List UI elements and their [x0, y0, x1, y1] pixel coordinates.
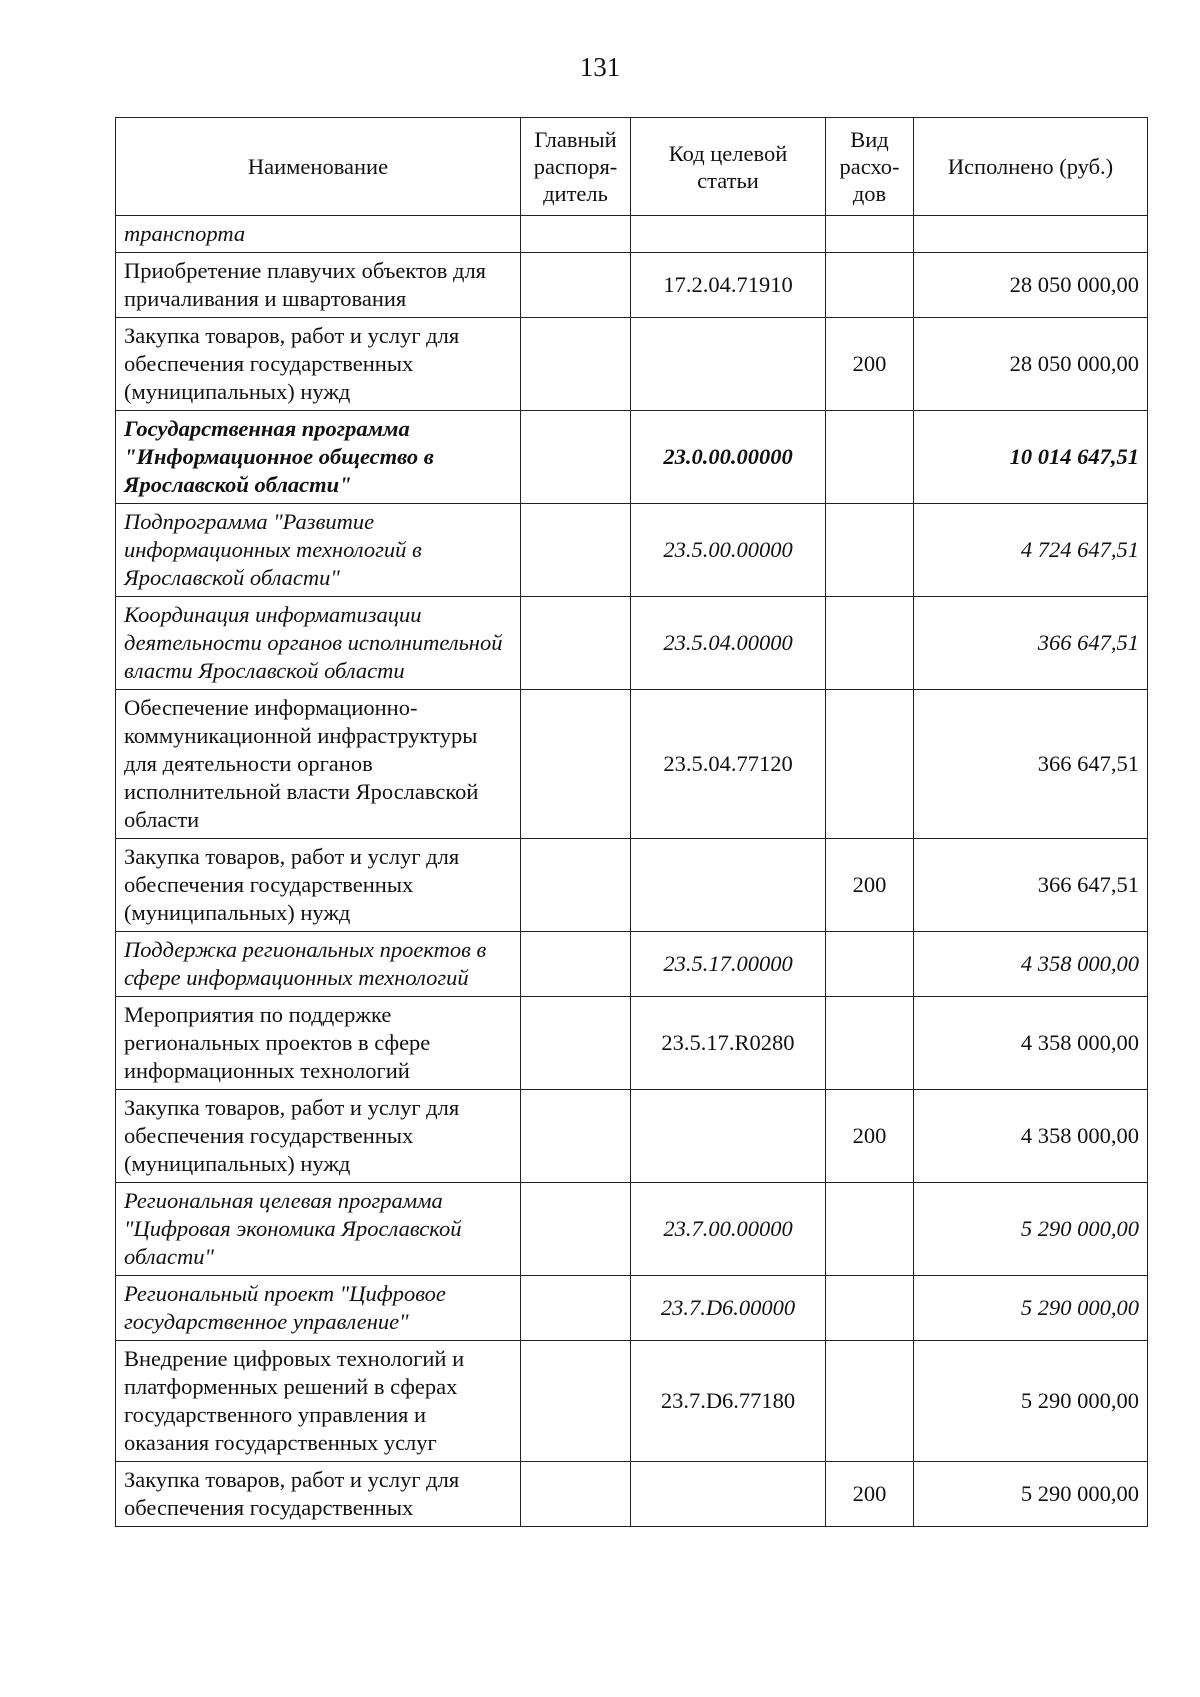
- table-body: [116, 216, 1148, 1527]
- cell-executed-amount: 5 290 000,00: [914, 1341, 1148, 1462]
- table-row: [116, 1090, 1148, 1183]
- cell-target-code: [631, 839, 826, 932]
- cell-target-code: 17.2.04.71910: [631, 253, 826, 318]
- cell-executed-amount: 366 647,51: [914, 690, 1148, 839]
- cell-target-code: [631, 1462, 826, 1527]
- cell-executed-amount: 4 358 000,00: [914, 932, 1148, 997]
- cell-expense-type: [826, 1341, 914, 1462]
- table-row: [116, 597, 1148, 690]
- table-row: [116, 839, 1148, 932]
- table-row: [116, 932, 1148, 997]
- cell-executed-amount: 28 050 000,00: [914, 253, 1148, 318]
- cell-name: Региональная целевая программа "Цифровая экономика Ярославской области": [116, 1183, 521, 1276]
- table-row: [116, 253, 1148, 318]
- table-row: [116, 997, 1148, 1090]
- cell-executed-amount: 5 290 000,00: [914, 1462, 1148, 1527]
- cell-expense-type: [826, 690, 914, 839]
- cell-target-code: 23.7.00.00000: [631, 1183, 826, 1276]
- cell-expense-type: [826, 253, 914, 318]
- table-header-row: [116, 118, 1148, 216]
- cell-name: Мероприятия по поддержке региональных проектов в сфере информационных технологий: [116, 997, 521, 1090]
- cell-expense-type: [826, 216, 914, 253]
- cell-expense-type: [826, 504, 914, 597]
- cell-name: Закупка товаров, работ и услуг для обеспечения государственных (муниципальных) нужд: [116, 318, 521, 411]
- cell-expense-type: [826, 932, 914, 997]
- table-row: [116, 690, 1148, 839]
- cell-main-manager: [521, 411, 631, 504]
- cell-main-manager: [521, 1341, 631, 1462]
- cell-target-code: 23.5.04.00000: [631, 597, 826, 690]
- cell-target-code: 23.5.04.77120: [631, 690, 826, 839]
- table-row: [116, 1276, 1148, 1341]
- cell-main-manager: [521, 253, 631, 318]
- cell-name: Подпрограмма "Развитие информационных технологий в Ярославской области": [116, 504, 521, 597]
- table-row: [116, 1462, 1148, 1527]
- cell-target-code: 23.5.00.00000: [631, 504, 826, 597]
- table-row: [116, 216, 1148, 253]
- cell-executed-amount: 5 290 000,00: [914, 1183, 1148, 1276]
- cell-main-manager: [521, 1276, 631, 1341]
- cell-expense-type: [826, 411, 914, 504]
- cell-executed-amount: 4 358 000,00: [914, 997, 1148, 1090]
- cell-target-code: [631, 318, 826, 411]
- cell-expense-type: 200: [826, 1462, 914, 1527]
- cell-main-manager: [521, 504, 631, 597]
- column-header-name: Наименование: [116, 118, 521, 216]
- cell-main-manager: [521, 932, 631, 997]
- page-number: 131: [579, 52, 621, 82]
- cell-executed-amount: 10 014 647,51: [914, 411, 1148, 504]
- cell-executed-amount: 366 647,51: [914, 597, 1148, 690]
- cell-executed-amount: 366 647,51: [914, 839, 1148, 932]
- cell-target-code: [631, 216, 826, 253]
- cell-name: транспорта: [116, 216, 521, 253]
- cell-name: Обеспечение информационно-коммуникационной инфраструктуры для деятельности органов исполнительной власти Ярославской области: [116, 690, 521, 839]
- table-row: [116, 318, 1148, 411]
- table-row: [116, 504, 1148, 597]
- cell-executed-amount: 28 050 000,00: [914, 318, 1148, 411]
- table-row: [116, 1183, 1148, 1276]
- cell-main-manager: [521, 1462, 631, 1527]
- column-header-expense-type: Вид расхо-дов: [826, 118, 914, 216]
- cell-name: Внедрение цифровых технологий и платформенных решений в сферах государственного управления и оказания государственных услуг: [116, 1341, 521, 1462]
- cell-name: Закупка товаров, работ и услуг для обеспечения государственных (муниципальных) нужд: [116, 839, 521, 932]
- cell-expense-type: [826, 1183, 914, 1276]
- cell-expense-type: 200: [826, 839, 914, 932]
- cell-target-code: 23.7.D6.77180: [631, 1341, 826, 1462]
- cell-name: Закупка товаров, работ и услуг для обеспечения государственных: [116, 1462, 521, 1527]
- cell-name: Региональный проект "Цифровое государственное управление": [116, 1276, 521, 1341]
- table-row: [116, 411, 1148, 504]
- budget-execution-table: [115, 117, 1148, 1527]
- cell-name: Поддержка региональных проектов в сфере информационных технологий: [116, 932, 521, 997]
- cell-main-manager: [521, 690, 631, 839]
- column-header-executed: Исполнено (руб.): [914, 118, 1148, 216]
- column-header-target-code: Код целевой статьи: [631, 118, 826, 216]
- cell-name: Закупка товаров, работ и услуг для обеспечения государственных (муниципальных) нужд: [116, 1090, 521, 1183]
- cell-target-code: 23.5.17.R0280: [631, 997, 826, 1090]
- cell-main-manager: [521, 216, 631, 253]
- cell-name: Координация информатизации деятельности органов исполнительной власти Ярославской области: [116, 597, 521, 690]
- cell-executed-amount: 4 358 000,00: [914, 1090, 1148, 1183]
- cell-executed-amount: 4 724 647,51: [914, 504, 1148, 597]
- cell-name: Государственная программа "Информационное общество в Ярославской области": [116, 411, 521, 504]
- cell-target-code: 23.0.00.00000: [631, 411, 826, 504]
- table-row: [116, 1341, 1148, 1462]
- cell-executed-amount: 5 290 000,00: [914, 1276, 1148, 1341]
- cell-expense-type: 200: [826, 318, 914, 411]
- cell-executed-amount: [914, 216, 1148, 253]
- cell-main-manager: [521, 997, 631, 1090]
- cell-main-manager: [521, 1183, 631, 1276]
- cell-expense-type: [826, 997, 914, 1090]
- cell-target-code: 23.5.17.00000: [631, 932, 826, 997]
- cell-expense-type: [826, 597, 914, 690]
- cell-target-code: [631, 1090, 826, 1183]
- cell-main-manager: [521, 318, 631, 411]
- cell-target-code: 23.7.D6.00000: [631, 1276, 826, 1341]
- cell-main-manager: [521, 597, 631, 690]
- cell-expense-type: [826, 1276, 914, 1341]
- cell-main-manager: [521, 839, 631, 932]
- column-header-main-manager: Главный распоря-дитель: [521, 118, 631, 216]
- cell-main-manager: [521, 1090, 631, 1183]
- cell-name: Приобретение плавучих объектов для причаливания и швартования: [116, 253, 521, 318]
- cell-expense-type: 200: [826, 1090, 914, 1183]
